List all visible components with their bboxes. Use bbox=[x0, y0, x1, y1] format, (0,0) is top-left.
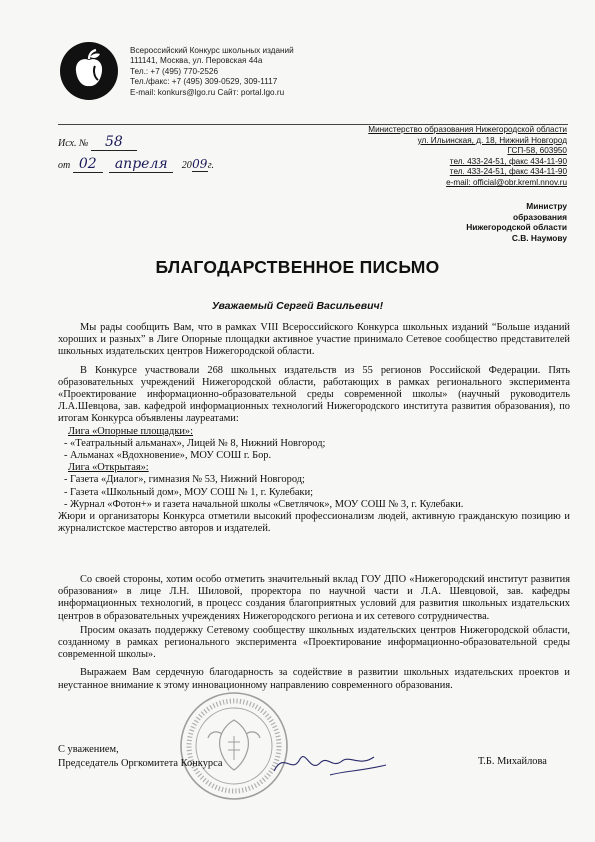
address-line-email: e-mail: official@obr.kreml.nnov.ru bbox=[446, 177, 567, 187]
ref-date-month: апреля bbox=[114, 156, 168, 172]
outgoing-reference bbox=[58, 134, 214, 178]
league-open-heading: Лига «Открытая»: bbox=[68, 462, 149, 474]
paragraph-jury: Жюри и организаторы Конкурса отметили высокий профессионализм людей, активную гражданскую позицию и журналистское мастерство авторов и издателей. bbox=[58, 511, 570, 535]
org-fax: Тел./факс: +7 (495) 309-0529, 309-1117 bbox=[130, 77, 278, 87]
letter-title: БЛАГОДАРСТВЕННОЕ ПИСЬМО bbox=[155, 257, 440, 277]
league-support-item-1: - «Театральный альманах», Лицей № 8, Нижний Новгород; bbox=[64, 437, 326, 449]
org-phone: Тел.: +7 (495) 770-2526 bbox=[130, 66, 219, 76]
letter-body-continued bbox=[58, 574, 570, 692]
ref-date-day: 02 bbox=[78, 156, 97, 172]
paragraph-contribution: Со своей стороны, хотим особо отметить значительный вклад ГОУ ДПО «Нижегородский институт развития образования» в лице Л.Н. Шиловой, проректора по научной части и Л.А. Шевцовой, зав. кафедры информационных технологий, в процесс создания благоприятных условий для развития школьных издательских центров в образовательных учреждениях Нижегородского региона и их сетевого сотрудничества. bbox=[58, 574, 570, 622]
paragraph-participants: В Конкурсе участвовали 268 школьных издательств из 55 регионов Российской Федерации. Пять образовательных учреждений Нижегородской области, работающих в рамках регионального эксперимента «Проектирование информационно-образовательной среды современной школы» (научный руководитель Л.А.Шевцова, зав. кафедрой информационных технологий Нижегородского института развития образования), по итогам Конкурса объявлены лауреатами: bbox=[58, 364, 570, 425]
org-name: Всероссийский Конкурс школьных изданий bbox=[130, 46, 294, 55]
address-line-ministry: Министерство образования Нижегородской области bbox=[368, 125, 567, 134]
recipient-name-block bbox=[466, 201, 567, 243]
ref-date-day-line bbox=[73, 156, 103, 173]
address-line-phone-1: тел. 433-24-51, факс 434-11-90 bbox=[449, 156, 567, 166]
ref-date-suffix: г. bbox=[207, 160, 215, 171]
ref-date-year-line bbox=[192, 157, 208, 172]
recipient-line-2: образования bbox=[512, 211, 567, 222]
league-open-item-3: - Журнал «Фотон+» и газета начальной школы «Светлячок», МОУ СОШ № 3, г. Кулебаки. bbox=[64, 498, 464, 510]
recipient-line-3: Нижегородской области bbox=[466, 222, 567, 233]
recipient-address bbox=[368, 125, 567, 189]
organization-contacts bbox=[130, 46, 360, 98]
league-support-item-2: - Альманах «Вдохновение», МОУ СОШ г. Бор. bbox=[64, 450, 272, 462]
paragraph-gratitude: Выражаем Вам сердечную благодарность за содействие в развитии школьных издательских проектов и неустанное внимание к этому инновационному направлению современного образования. bbox=[58, 667, 570, 691]
ref-number-value: 58 bbox=[104, 134, 123, 150]
letter-greeting: Уважаемый Сергей Васильевич! bbox=[211, 300, 384, 312]
ref-date-year-prefix: 20 bbox=[181, 160, 192, 171]
signature-position: Председатель Оргкомитета Конкурса bbox=[58, 758, 223, 769]
apple-logo-icon bbox=[58, 40, 120, 102]
recipient-line-4: С.В. Наумову bbox=[511, 232, 567, 243]
paragraph-request: Просим оказать поддержку Сетевому сообществу школьных издательских центров Нижегородской области, созданному в рамках регионального эксперимента «Проектирование информационно-образовательной среды современной школы». bbox=[58, 624, 570, 661]
signature-regards: С уважением, bbox=[58, 744, 119, 755]
paragraph-intro: Мы рады сообщить Вам, что в рамках VIII Всероссийского Конкурса школьных изданий “Больше изданий хороших и разных” в Лиге Опорные площадки активное участие принимало Сетевое сообщество представителей школьных издательских центров Нижегородской области. bbox=[58, 322, 570, 358]
ref-number-row bbox=[58, 134, 214, 156]
ref-date-prefix: от bbox=[58, 160, 71, 171]
ref-date-year-suffix: 09 bbox=[192, 157, 208, 171]
address-line-street: ул. Ильинская, д. 18, Нижний Новгород bbox=[417, 135, 567, 145]
letter-body bbox=[58, 322, 570, 535]
handwritten-signature bbox=[270, 745, 390, 781]
address-line-postcode: ГСП-58, 603950 bbox=[507, 146, 567, 156]
org-email-site: E-mail: konkurs@lgo.ru Сайт: portal.lgo.ru bbox=[130, 87, 285, 97]
ref-number-label: Исх. № bbox=[58, 138, 89, 149]
org-address: 111141, Москва, ул. Перовская 44а bbox=[130, 56, 263, 66]
league-open-item-2: - Газета «Школьный дом», МОУ СОШ № 1, г. Кулебаки; bbox=[64, 486, 314, 498]
signature-name: Т.Б. Михайлова bbox=[478, 756, 547, 767]
recipient-line-1: Министру bbox=[526, 201, 567, 211]
ref-number-line bbox=[91, 134, 137, 151]
ref-date-row bbox=[58, 156, 214, 178]
league-open-item-1: - Газета «Диалог», гимназия № 53, Нижний Новгород; bbox=[64, 474, 305, 486]
league-support-heading: Лига «Опорные площадки»: bbox=[68, 425, 194, 437]
address-line-phone-2: тел. 433-24-51, факс 434-11-90 bbox=[449, 167, 567, 177]
signature-block bbox=[58, 743, 222, 771]
ref-date-month-line bbox=[109, 156, 173, 173]
